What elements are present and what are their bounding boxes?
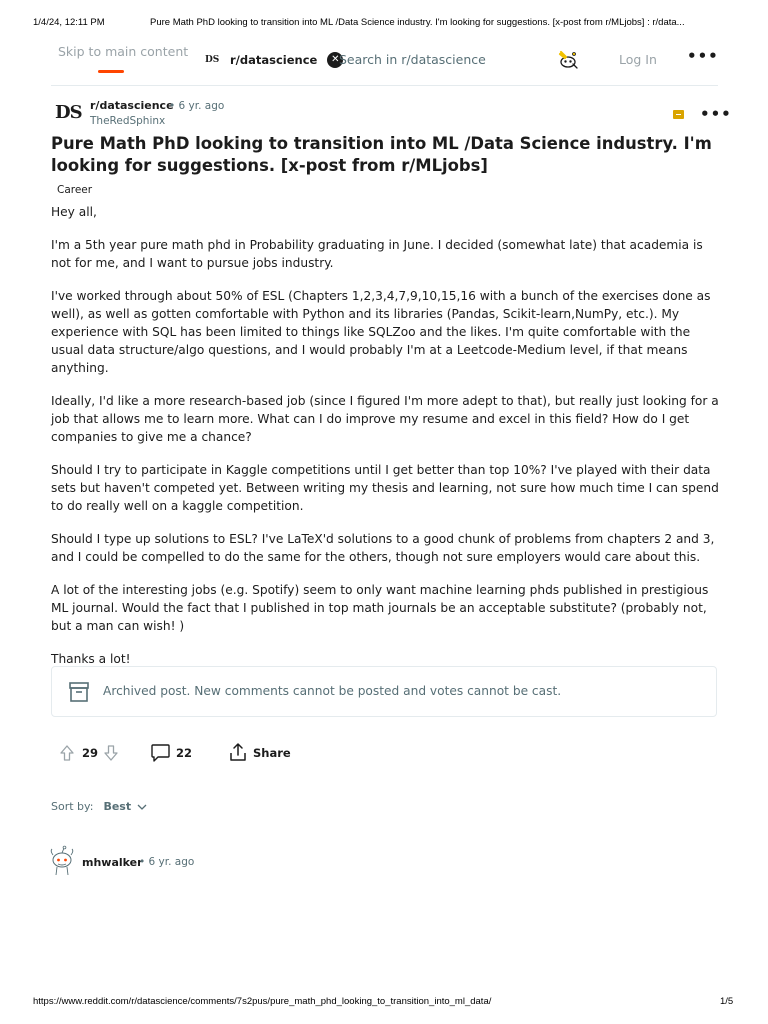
comment-sort <box>51 800 147 813</box>
post-flair[interactable]: Career <box>57 184 93 196</box>
archived-notice-text: Archived post. New comments cannot be posted and votes cannot be cast. <box>103 684 562 698</box>
body-paragraph: I'm a 5th year pure math phd in Probability graduating in June. I decided (somewhat late) that academia is not for me, and I want to pursue jobs industry. <box>51 238 703 270</box>
body-paragraph: Thanks a lot! <box>51 652 131 666</box>
archive-icon <box>68 681 90 703</box>
comment-count[interactable]: 22 <box>176 746 193 760</box>
print-footer <box>0 990 768 1014</box>
post-author-link[interactable]: TheRedSphinx <box>90 115 166 127</box>
print-page-number: 1/5 <box>720 996 734 1007</box>
body-paragraph: Should I type up solutions to ESL? I've LaTeX'd solutions to a good chunk of problems from chapters 2 and 3, and I could be compelled to do the same for the others, though not sure employers would care about this. <box>51 532 715 564</box>
top-bar <box>51 40 718 84</box>
sort-label: Sort by: <box>51 800 94 813</box>
skip-to-main-link[interactable]: Skip to main content <box>58 44 189 59</box>
body-paragraph: Should I try to participate in Kaggle competitions until I get better than top 10%? I've played with their data sets but haven't competed yet. Between writing my thesis and learning, not sure how much time I can spend to do really well on a kaggle competition. <box>51 463 719 513</box>
comment-author-link[interactable]: mhwalker <box>82 856 143 869</box>
comment-icon[interactable] <box>150 743 171 763</box>
post-header <box>51 96 732 132</box>
subreddit-icon[interactable]: DS <box>55 102 82 123</box>
login-button[interactable]: Log In <box>619 52 657 67</box>
vote-count: 29 <box>82 746 99 760</box>
clear-scope-button[interactable]: ✕ <box>327 52 343 68</box>
chevron-down-icon[interactable] <box>137 803 147 811</box>
body-paragraph: Hey all, <box>51 205 97 219</box>
more-options-icon[interactable]: ••• <box>687 47 719 65</box>
share-button[interactable]: Share <box>253 746 291 760</box>
body-paragraph: A lot of the interesting jobs (e.g. Spotify) seem to only want machine learning phds published in prestigious ML journal. Would the fact that I published in top math journals be an acceptable substitute? (probably not, but a man can wish! ) <box>51 583 709 633</box>
post-title: Pure Math PhD looking to transition into ML /Data Science industry. I'm looking for suggestions. [x-post from r/MLjobs] <box>51 134 712 175</box>
reddit-mascot-icon[interactable] <box>556 48 580 72</box>
archived-badge-icon <box>673 110 684 119</box>
comment-header <box>47 845 447 879</box>
print-url: https://www.reddit.com/r/datascience/comments/7s2pus/pure_math_phd_looking_to_transition_into_ml_data/ <box>33 996 492 1007</box>
subreddit-logo: DS <box>205 55 220 65</box>
print-datetime: 1/4/24, 12:11 PM <box>33 17 105 28</box>
sort-dropdown[interactable]: Best <box>103 800 132 813</box>
body-paragraph: I've worked through about 50% of ESL (Chapters 1,2,3,4,7,9,10,15,16 with a bunch of the exercises done as well), as well as gotten comfortable with Python and its libraries (Pandas, Scikit-learn,NumPy, etc.). My experience with SQL has been limited to things like SQLZoo and the likes. I'm quite comfortable with the usual data structure/algo questions, and I would probably I'm at a Leetcode-Medium level, if that means anything. <box>51 289 711 375</box>
post-more-options-icon[interactable]: ••• <box>700 105 732 123</box>
downvote-icon[interactable] <box>103 744 119 762</box>
post-body <box>51 203 721 683</box>
upvote-icon[interactable] <box>59 744 75 762</box>
post-subreddit-link[interactable]: r/datascience <box>90 99 174 112</box>
print-doc-title: Pure Math PhD looking to transition into ML /Data Science industry. I'm looking for suggestions. [x-post from r/MLjobs] : r/data... <box>150 17 685 28</box>
avatar[interactable] <box>47 845 77 877</box>
header-divider <box>51 85 718 86</box>
body-paragraph: Ideally, I'd like a more research-based job (since I figured I'm more adept to that), but really just looking for a job that allows me to learn more. What can I do improve my resume and excel in this field? How do I get companies to give me a chance? <box>51 394 719 444</box>
print-header <box>0 0 768 40</box>
archived-notice <box>51 666 717 717</box>
comment-timestamp: • 6 yr. ago <box>139 856 195 868</box>
post-action-bar <box>51 740 718 768</box>
subreddit-search-pill[interactable] <box>205 52 343 68</box>
subreddit-search-scope: r/datascience <box>230 53 318 67</box>
search-input[interactable]: Search in r/datascience <box>339 52 486 67</box>
share-icon[interactable] <box>228 742 248 762</box>
post-timestamp: • 6 yr. ago <box>169 100 225 112</box>
skip-link-underline <box>98 70 124 73</box>
